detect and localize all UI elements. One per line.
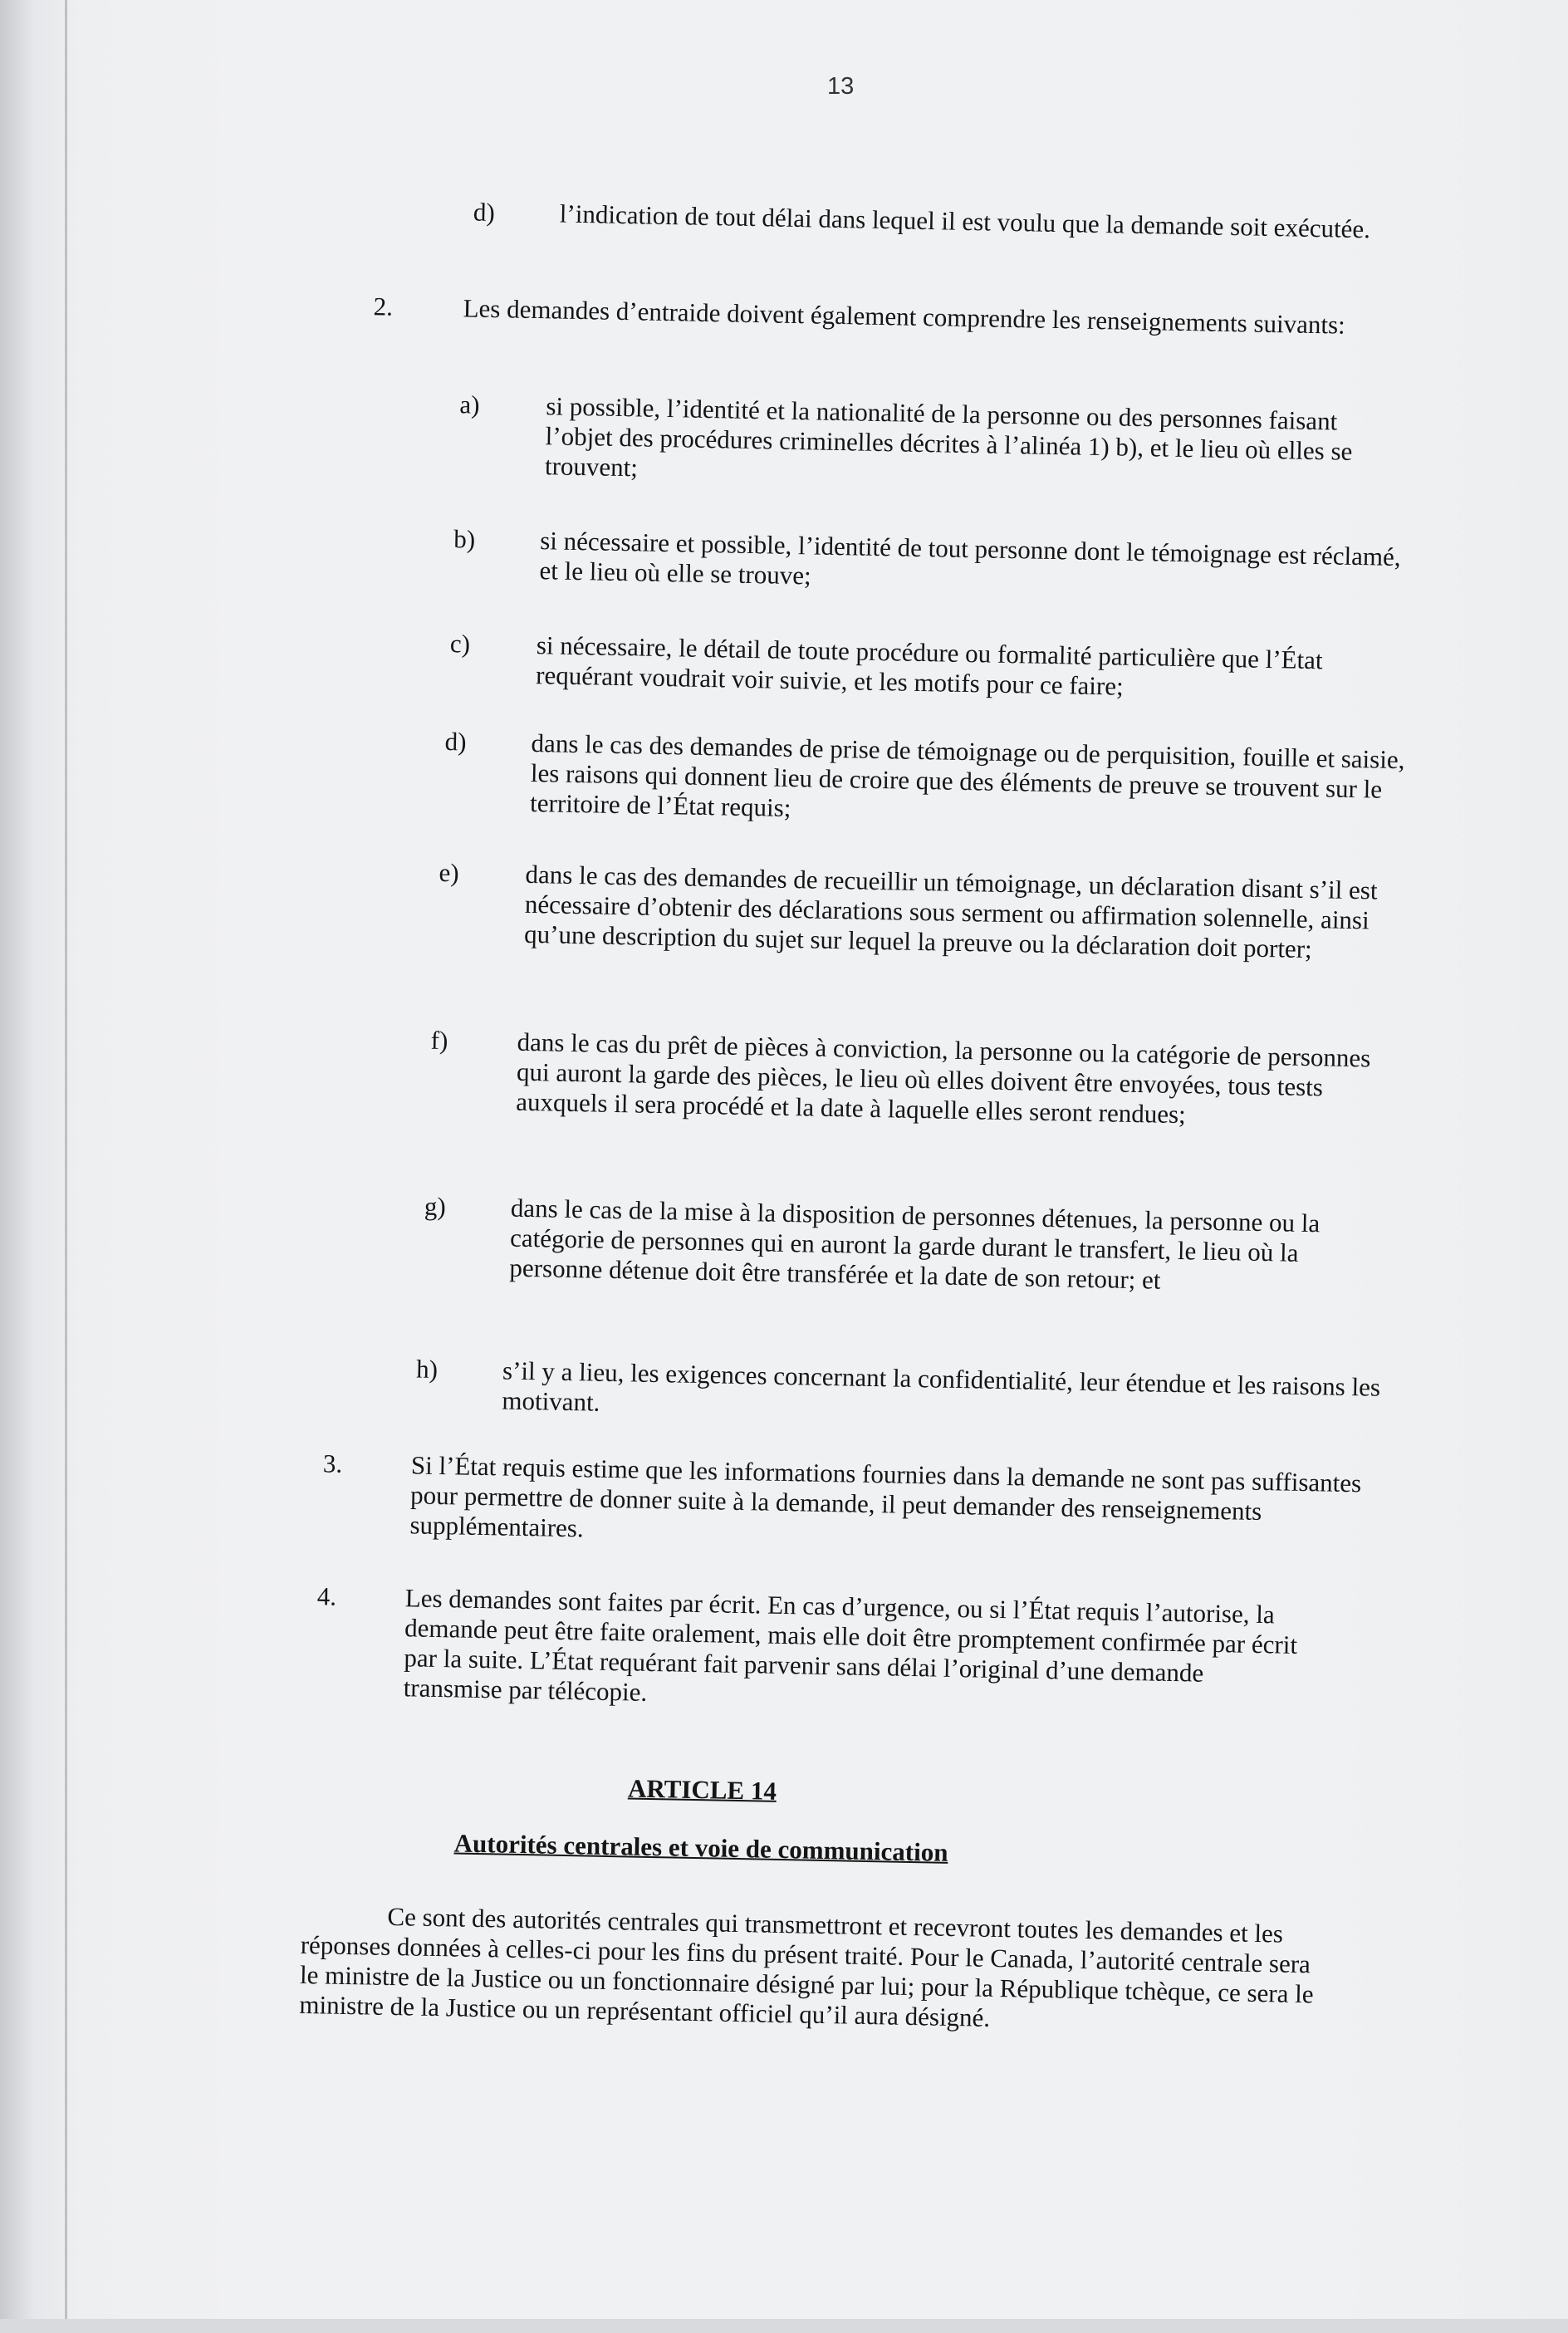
- item-marker: d): [444, 726, 467, 757]
- article-subtitle: Autorités centrales et voie de communication: [453, 1828, 948, 1867]
- item-text: l’indication de tout délai dans lequel il est voulu que la demande soit exécutée.: [559, 199, 1371, 244]
- section-number: 2.: [373, 292, 394, 321]
- page-number: 13: [827, 73, 855, 100]
- item-text: dans le cas de la mise à la disposition de personnes détenues, la personne ou la catégorie de personnes qui en auront la garde durant le transfert, le lieu où la personne détenue doit être transférée et la date de son retour; et: [509, 1193, 1321, 1295]
- item-marker: g): [424, 1191, 447, 1222]
- item-text: s’il y a lieu, les exigences concernant la confidentialité, leur étendue et les raisons les motivant.: [502, 1355, 1381, 1417]
- section-text: Si l’État requis estime que les informations fournies dans la demande ne sont pas suffisantes pour permettre de donner suite à la demande, il peut demander des renseignements supplémentaires.: [409, 1450, 1362, 1543]
- section-text: Les demandes sont faites par écrit. En cas d’urgence, ou si l’État requis l’autorise, la demande peut être faite oralement, mais elle doit être promptement confirmée par écrit par la suite. L’État requérant fait parvenir sans délai l’original d’une demande transmise par télécopie.: [403, 1583, 1298, 1707]
- item-text: si nécessaire, le détail de toute procédure ou formalité particulière que l’État requérant voudrait voir suivie, et les motifs pour ce faire;: [535, 630, 1323, 701]
- item-marker: f): [430, 1025, 448, 1056]
- item-marker: e): [439, 857, 460, 888]
- item-text: si possible, l’identité et la nationalité de la personne ou des personnes faisant l’objet des procédures criminelles décrites à l’alinéa 1) b), et le lieu où elles se trouvent;: [544, 391, 1353, 483]
- item-text: dans le cas du prêt de pièces à conviction, la personne ou la catégorie de personnes qui auront la garde des pièces, le lieu où elles doivent être envoyées, tous tests auxquels il sera procédé et la date à laquelle elles seront rendues;: [516, 1027, 1371, 1130]
- article-body: Ce sont des autorités centrales qui transmettront et recevront toutes les demandes et les réponses données à celles-ci pour les fins du présent traité. Pour le Canada, l’autorité centrale sera le ministre de la Justice ou un fonctionnaire désigné par lui; pour la République tchèque, ce sera le ministre de la Justice ou un représentant officiel qu’il aura désigné.: [299, 1901, 1314, 2032]
- item-text: dans le cas des demandes de prise de témoignage ou de perquisition, fouille et saisie, les raisons qui donnent lieu de croire que des éléments de preuve se trouvent sur le territoire de l’État requis;: [529, 728, 1405, 823]
- item-text: dans le cas des demandes de recueillir un témoignage, un déclaration disant s’il est nécessaire d’obtenir des déclarations sous serment ou affirmation solennelle, ainsi qu’une description du sujet sur lequel la preuve ou la déclaration doit porter;: [523, 859, 1378, 964]
- section-number: 3.: [322, 1448, 343, 1478]
- item-marker: b): [453, 524, 476, 554]
- article-title: ARTICLE 14: [627, 1773, 777, 1806]
- section-number: 4.: [316, 1581, 337, 1611]
- item-marker: c): [449, 629, 471, 659]
- section-text: Les demandes d’entraide doivent également comprendre les renseignements suivants:: [463, 293, 1346, 340]
- item-marker: d): [473, 197, 496, 228]
- item-text: si nécessaire et possible, l’identité de tout personne dont le témoignage est réclamé, et le lieu où elle se trouve;: [539, 526, 1401, 591]
- item-marker: h): [415, 1354, 439, 1384]
- item-marker: a): [459, 390, 480, 419]
